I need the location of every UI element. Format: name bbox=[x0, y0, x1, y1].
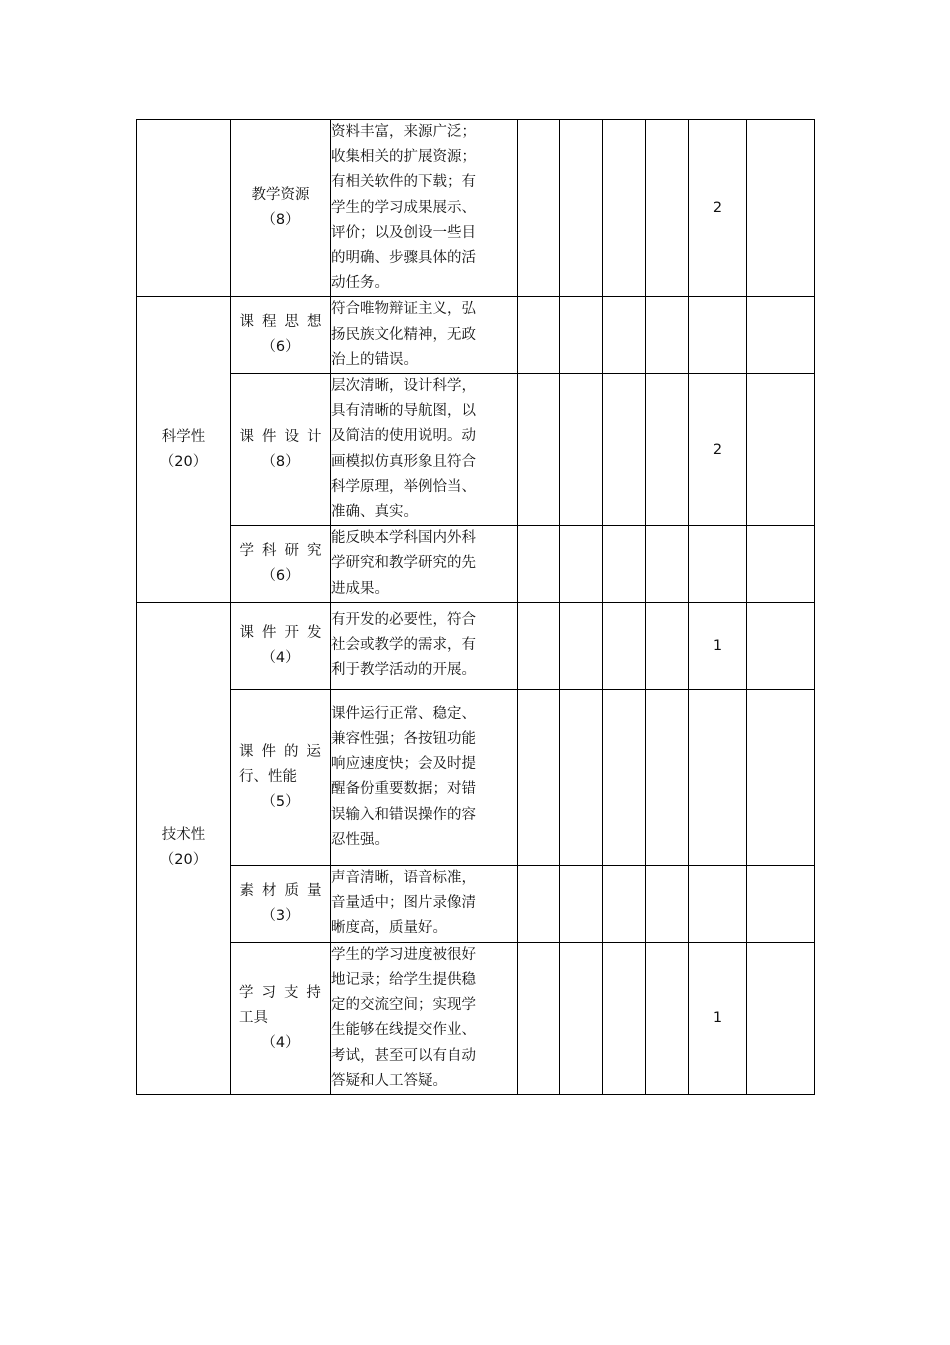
rating-cell[interactable] bbox=[560, 297, 603, 374]
criterion-label: 课件的运 bbox=[239, 743, 329, 760]
rating-cell[interactable] bbox=[518, 689, 560, 865]
rating-cell[interactable] bbox=[518, 120, 560, 297]
category-science bbox=[137, 297, 231, 602]
rating-cell[interactable] bbox=[603, 120, 646, 297]
rating-cell[interactable] bbox=[603, 689, 646, 865]
description-line: 声音清晰，语音标准， bbox=[331, 870, 476, 887]
rating-cell[interactable] bbox=[560, 942, 603, 1094]
remark-cell[interactable] bbox=[747, 602, 815, 689]
description-line: 答疑和人工答疑。 bbox=[331, 1072, 447, 1089]
criterion-cell bbox=[231, 689, 331, 865]
description-cell bbox=[331, 942, 518, 1094]
description-line: 学研究和教学研究的先 bbox=[331, 555, 476, 572]
rating-cell[interactable] bbox=[560, 526, 603, 603]
rating-cell[interactable] bbox=[646, 526, 689, 603]
description-line: 定的交流空间；实现学 bbox=[331, 997, 476, 1014]
remark-cell[interactable] bbox=[747, 865, 815, 942]
rating-cell[interactable] bbox=[603, 602, 646, 689]
category-cell-empty bbox=[137, 120, 231, 297]
description-line: 具有清晰的导航图，以 bbox=[331, 403, 476, 420]
rating-cell[interactable] bbox=[518, 942, 560, 1094]
description-line: 画模拟仿真形象且符合 bbox=[331, 453, 476, 470]
criterion-weight: （6） bbox=[261, 339, 300, 356]
description-line: 学生的学习进度被很好 bbox=[331, 946, 476, 963]
description-line: 忍性强。 bbox=[331, 831, 389, 848]
rating-cell[interactable] bbox=[646, 120, 689, 297]
criterion-label: 课程思想 bbox=[239, 314, 330, 331]
category-weight: （20） bbox=[159, 453, 208, 470]
description-line: 的明确、步骤具体的活 bbox=[331, 250, 476, 267]
description-line: 符合唯物辩证主义，弘 bbox=[331, 301, 476, 318]
criterion-cell bbox=[231, 526, 331, 603]
description-line: 课件运行正常、稳定、 bbox=[331, 705, 476, 722]
table-row bbox=[137, 374, 815, 526]
description-line: 地记录；给学生提供稳 bbox=[331, 972, 476, 989]
category-weight: （20） bbox=[159, 852, 208, 869]
remark-cell[interactable] bbox=[747, 120, 815, 297]
score-cell bbox=[689, 865, 747, 942]
description-line: 治上的错误。 bbox=[331, 351, 418, 368]
rating-cell[interactable] bbox=[560, 602, 603, 689]
criterion-cell bbox=[231, 374, 331, 526]
criterion-weight: （6） bbox=[261, 568, 300, 585]
description-line: 醒备份重要数据；对错 bbox=[331, 781, 476, 798]
description-line: 有开发的必要性，符合 bbox=[331, 612, 476, 629]
rating-cell[interactable] bbox=[646, 689, 689, 865]
criterion-cell bbox=[231, 865, 331, 942]
remark-cell[interactable] bbox=[747, 942, 815, 1094]
description-line: 生能够在线提交作业、 bbox=[331, 1022, 476, 1039]
criterion-label: 素材质量 bbox=[239, 882, 330, 899]
criterion-weight: （8） bbox=[261, 453, 300, 470]
description-line: 有相关软件的下载；有 bbox=[331, 174, 476, 191]
criterion-label: 学习支持 bbox=[239, 984, 329, 1001]
description-line: 音量适中；图片录像清 bbox=[331, 895, 476, 912]
description-cell bbox=[331, 602, 518, 689]
score-cell: 2 bbox=[689, 120, 747, 297]
description-line: 层次清晰，设计科学， bbox=[331, 378, 476, 395]
description-line: 收集相关的扩展资源； bbox=[331, 149, 476, 166]
rating-cell[interactable] bbox=[560, 120, 603, 297]
description-cell bbox=[331, 120, 518, 297]
description-line: 考试，甚至可以有自动 bbox=[331, 1047, 476, 1064]
rating-cell[interactable] bbox=[646, 942, 689, 1094]
description-cell bbox=[331, 297, 518, 374]
rating-cell[interactable] bbox=[560, 865, 603, 942]
criterion-weight: （8） bbox=[261, 212, 300, 229]
rating-cell[interactable] bbox=[518, 526, 560, 603]
description-line: 科学原理，举例恰当、 bbox=[331, 478, 476, 495]
score-cell: 1 bbox=[689, 602, 747, 689]
description-line: 能反映本学科国内外科 bbox=[331, 530, 476, 547]
score-cell: 1 bbox=[689, 942, 747, 1094]
rating-cell[interactable] bbox=[603, 865, 646, 942]
criterion-cell bbox=[231, 942, 331, 1094]
criterion-cell bbox=[231, 120, 331, 297]
criterion-cell bbox=[231, 602, 331, 689]
description-line: 学生的学习成果展示、 bbox=[331, 199, 476, 216]
description-cell bbox=[331, 689, 518, 865]
rating-cell[interactable] bbox=[646, 865, 689, 942]
description-line: 社会或教学的需求，有 bbox=[331, 637, 476, 654]
table-row bbox=[137, 689, 815, 865]
remark-cell[interactable] bbox=[747, 297, 815, 374]
description-cell bbox=[331, 374, 518, 526]
description-line: 响应速度快；会及时提 bbox=[331, 756, 476, 773]
criterion-label: 课件开发 bbox=[239, 624, 330, 641]
description-line: 扬民族文化精神，无政 bbox=[331, 326, 476, 343]
rating-cell[interactable] bbox=[603, 374, 646, 526]
description-line: 晰度高，质量好。 bbox=[331, 920, 447, 937]
criterion-weight: （5） bbox=[261, 793, 300, 810]
description-line: 及简洁的使用说明。动 bbox=[331, 428, 476, 445]
category-label: 技术性 bbox=[161, 827, 206, 844]
table-row bbox=[137, 942, 815, 1094]
rating-cell[interactable] bbox=[560, 689, 603, 865]
description-line: 准确、真实。 bbox=[331, 504, 418, 521]
description-line: 兼容性强；各按钮功能 bbox=[331, 730, 476, 747]
description-line: 进成果。 bbox=[331, 580, 389, 597]
description-cell bbox=[331, 526, 518, 603]
criterion-label: 行、性能 bbox=[239, 768, 297, 785]
table-row bbox=[137, 120, 815, 297]
rating-cell[interactable] bbox=[560, 374, 603, 526]
score-cell bbox=[689, 297, 747, 374]
criterion-weight: （4） bbox=[261, 1034, 300, 1051]
description-line: 动任务。 bbox=[331, 275, 389, 292]
score-cell: 2 bbox=[689, 374, 747, 526]
rating-cell[interactable] bbox=[603, 526, 646, 603]
criterion-cell bbox=[231, 297, 331, 374]
score-cell bbox=[689, 526, 747, 603]
table-row bbox=[137, 526, 815, 603]
category-technical bbox=[137, 602, 231, 1094]
criterion-label: 学科研究 bbox=[239, 543, 330, 560]
remark-cell[interactable] bbox=[747, 526, 815, 603]
criterion-label: 教学资源 bbox=[251, 187, 310, 204]
criterion-label: 工具 bbox=[239, 1009, 268, 1026]
table-row bbox=[137, 865, 815, 942]
description-line: 利于教学活动的开展。 bbox=[331, 662, 476, 679]
rating-cell[interactable] bbox=[518, 374, 560, 526]
rating-cell[interactable] bbox=[603, 297, 646, 374]
rating-cell[interactable] bbox=[603, 942, 646, 1094]
remark-cell[interactable] bbox=[747, 374, 815, 526]
rating-cell[interactable] bbox=[518, 865, 560, 942]
rating-cell[interactable] bbox=[646, 374, 689, 526]
description-cell bbox=[331, 865, 518, 942]
criterion-weight: （4） bbox=[261, 649, 300, 666]
score-cell bbox=[689, 689, 747, 865]
criterion-label: 课件设计 bbox=[239, 428, 330, 445]
description-line: 误输入和错误操作的容 bbox=[331, 806, 476, 823]
table-row bbox=[137, 297, 815, 374]
description-line: 资料丰富，来源广泛； bbox=[331, 124, 476, 140]
rating-cell[interactable] bbox=[646, 297, 689, 374]
evaluation-table bbox=[136, 119, 815, 1095]
rating-cell[interactable] bbox=[646, 602, 689, 689]
category-label: 科学性 bbox=[161, 428, 206, 445]
remark-cell[interactable] bbox=[747, 689, 815, 865]
rating-cell[interactable] bbox=[518, 602, 560, 689]
description-line: 评价；以及创设一些目 bbox=[331, 224, 476, 241]
rating-cell[interactable] bbox=[518, 297, 560, 374]
table-row bbox=[137, 602, 815, 689]
criterion-weight: （3） bbox=[261, 907, 300, 924]
